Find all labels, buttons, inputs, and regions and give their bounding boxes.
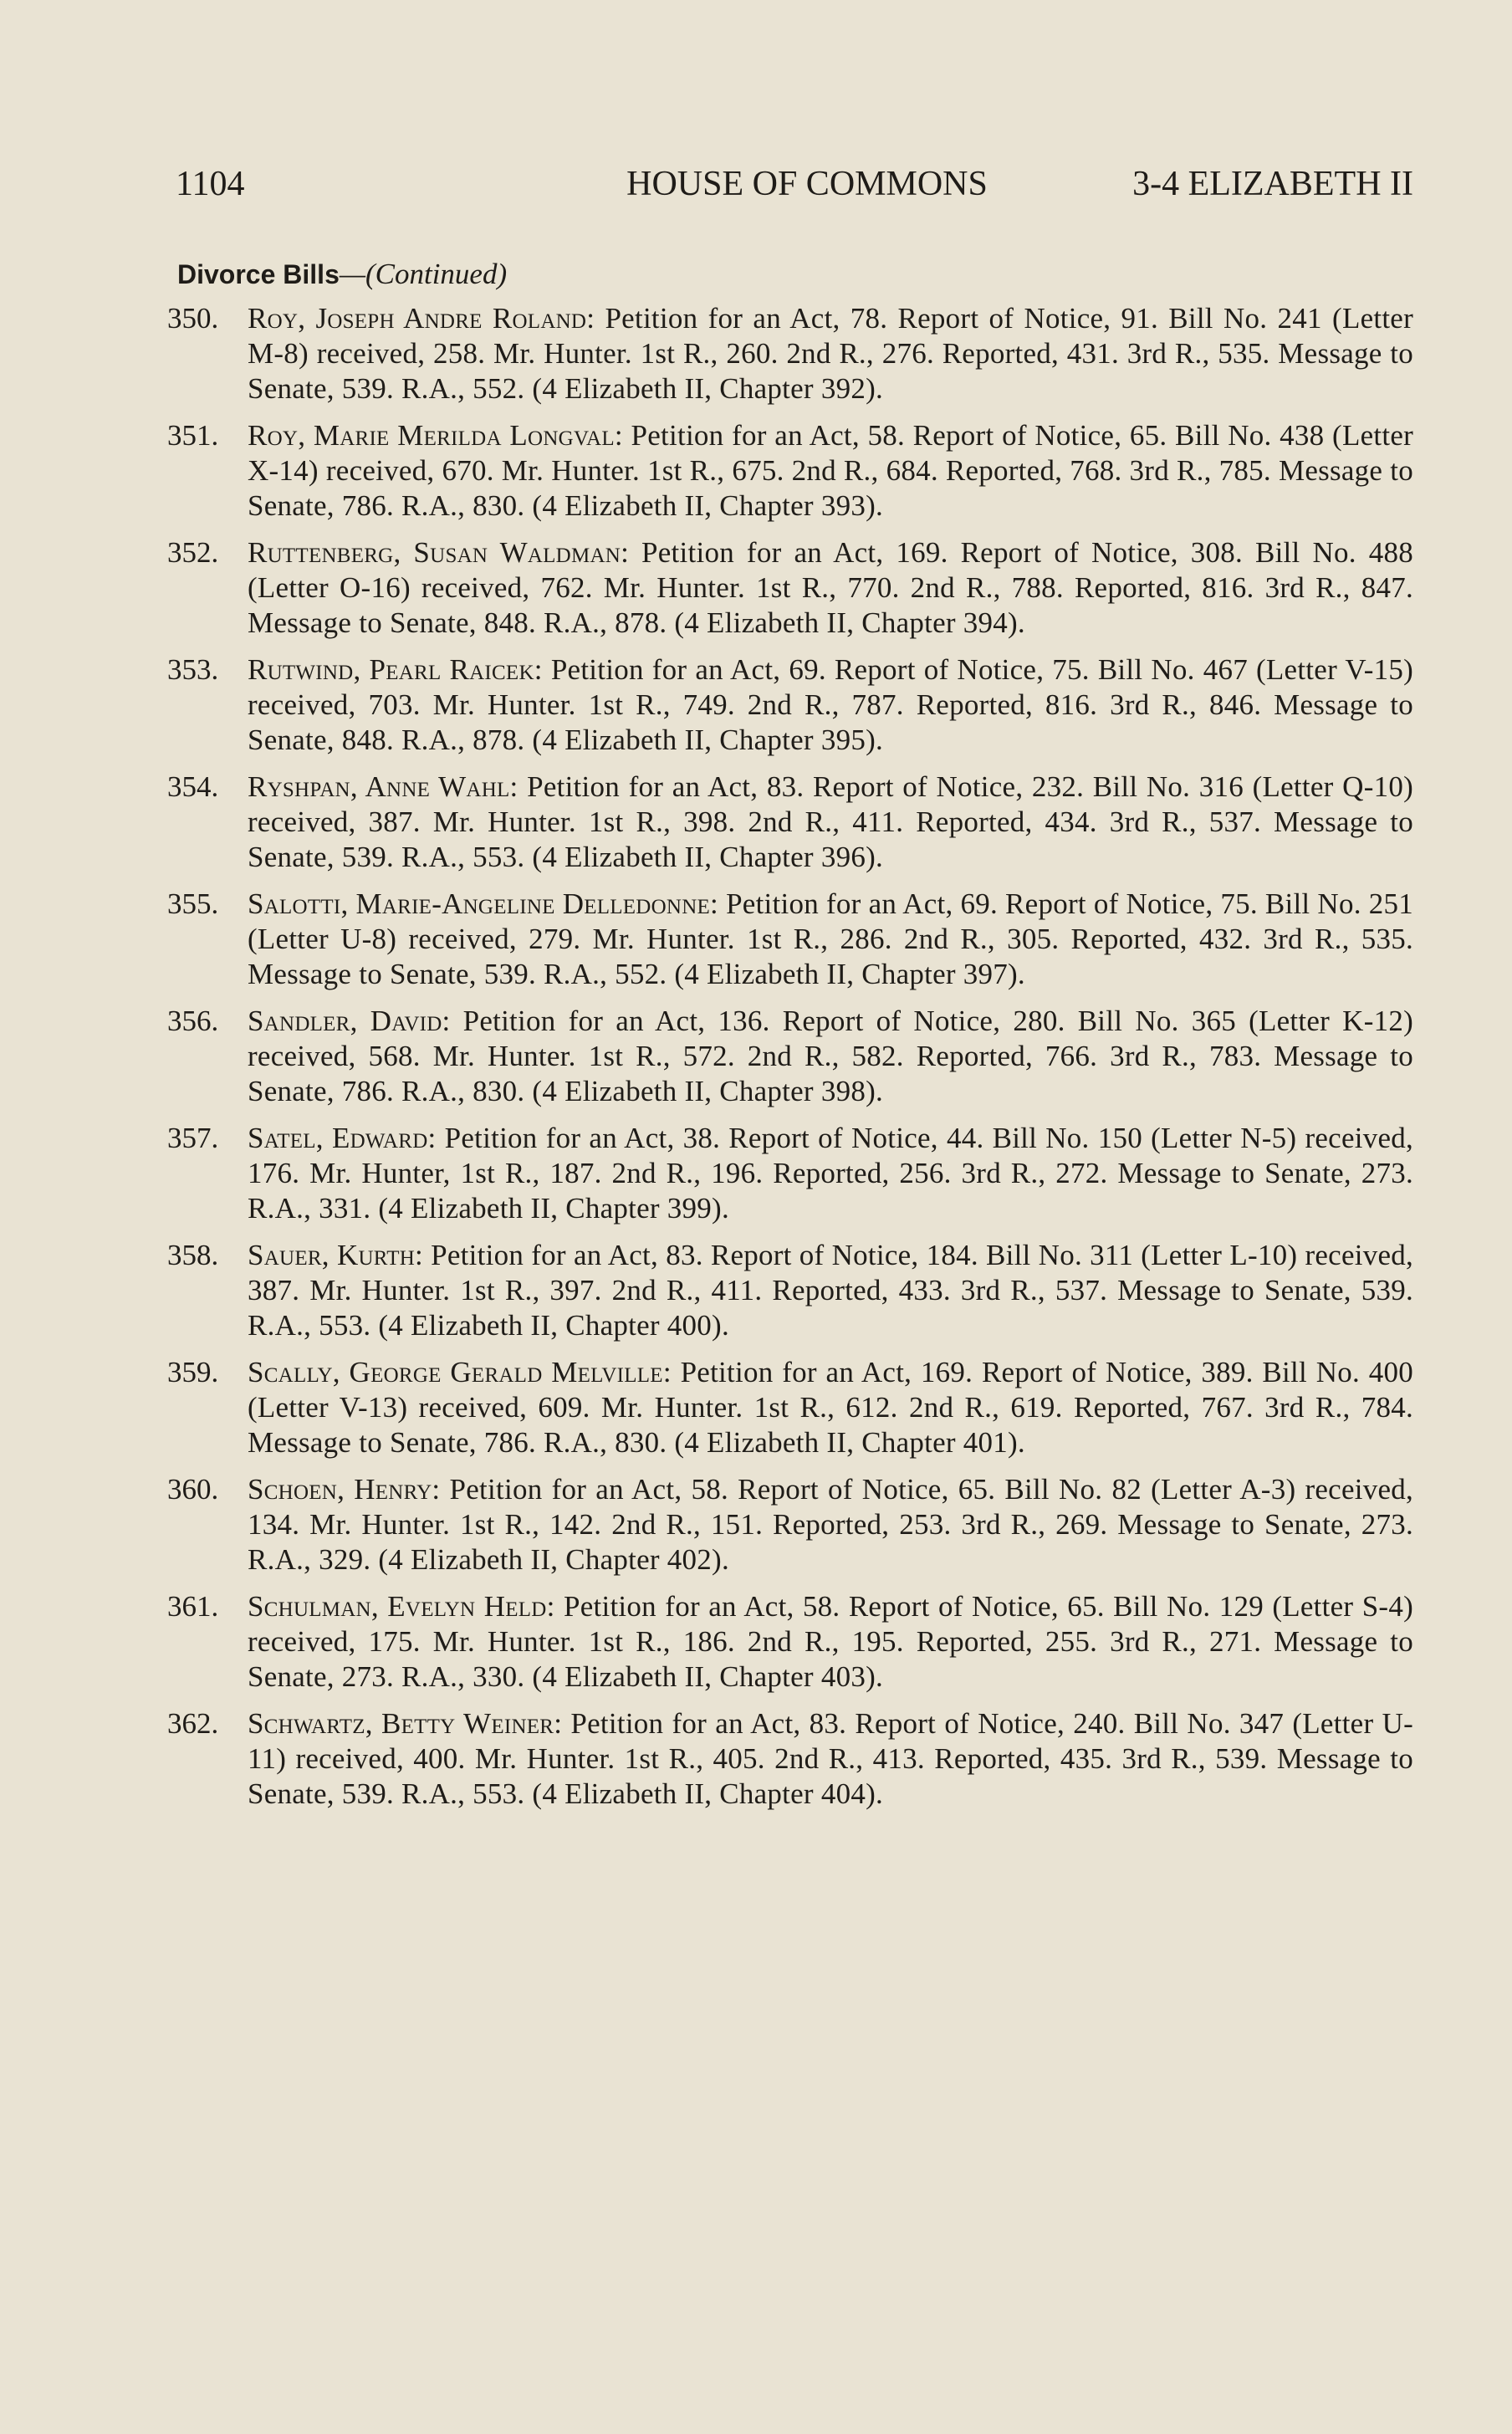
entry-name: Salotti, Marie-Angeline Delledonne: (248, 887, 719, 920)
list-item (167, 418, 1414, 524)
entry-name: Sauer, Kurth: (248, 1239, 423, 1271)
entry-number: 359. (167, 1356, 219, 1388)
entry-details: Petition for an Act, 58. Report of Notice, 65. Bill No. 82 (Letter A-3) received, 134. Mr. Hunter. 1st R., 142. 2nd R., 151. Reported, 253. 3rd R., 269. Message to Senate, 273. R.A., 329. (4 Elizabeth II, Chapter 402). (248, 1473, 1414, 1576)
entry-number: 355. (167, 887, 219, 920)
entry-number: 356. (167, 1005, 219, 1037)
section-continued: —(Continued) (339, 258, 508, 290)
running-header (176, 164, 1413, 211)
entry-number: 362. (167, 1707, 219, 1740)
entry-name: Satel, Edward: (248, 1122, 437, 1154)
entry-text (248, 418, 1413, 524)
entry-details: Petition for an Act, 83. Report of Notice, 184. Bill No. 311 (Letter L-10) received, 387. Mr. Hunter. 1st R., 397. 2nd R., 411. Reported, 433. 3rd R., 537. Message to Senate, 539. R.A., 553. (4 Elizabeth II, Chapter 400). (248, 1239, 1413, 1342)
list-item (167, 1472, 1414, 1577)
entry-number: 358. (167, 1239, 219, 1271)
entry-name: Schoen, Henry: (248, 1473, 441, 1506)
list-item (167, 1706, 1414, 1812)
entry-name: Sandler, David: (248, 1005, 451, 1037)
entry-name: Roy, Joseph Andre Roland: (248, 302, 595, 335)
entry-details: Petition for an Act, 169. Report of Notice, 308. Bill No. 488 (Letter O-16) received, 762. Mr. Hunter. 1st R., 770. 2nd R., 788. Reported, 816. 3rd R., 847. Message to Senate, 848. R.A., 878. (4 Elizabeth II, Chapter 394). (248, 536, 1413, 639)
entry-name: Schwartz, Betty Weiner: (248, 1707, 563, 1740)
entry-name: Rutwind, Pearl Raicek: (248, 653, 543, 686)
list-item (167, 1589, 1413, 1695)
entry-number: 360. (167, 1473, 219, 1506)
entry-details: Petition for an Act, 58. Report of Notice, 65. Bill No. 129 (Letter S-4) received, 175. Mr. Hunter. 1st R., 186. 2nd R., 195. Reported, 255. 3rd R., 271. Message to Senate, 273. R.A., 330. (4 Elizabeth II, Chapter 403). (248, 1590, 1413, 1693)
entry-name: Schulman, Evelyn Held: (248, 1590, 555, 1623)
list-item (167, 1121, 1413, 1226)
entry-number: 352. (167, 536, 219, 569)
entry-text (248, 1589, 1413, 1695)
entry-details: Petition for an Act, 83. Report of Notice, 232. Bill No. 316 (Letter Q-10) received, 387. Mr. Hunter. 1st R., 398. 2nd R., 411. Reported, 434. 3rd R., 537. Message to Senate, 539. R.A., 553. (4 Elizabeth II, Chapter 396). (248, 770, 1414, 873)
entry-text (248, 1238, 1413, 1343)
entry-text (248, 770, 1413, 875)
entry-name: Ruttenberg, Susan Waldman: (248, 536, 630, 569)
entry-details: Petition for an Act, 58. Report of Notice, 65. Bill No. 438 (Letter X-14) received, 670. Mr. Hunter. 1st R., 675. 2nd R., 684. Reported, 768. 3rd R., 785. Message to Senate, 786. R.A., 830. (4 Elizabeth II, Chapter 393). (248, 419, 1414, 522)
entry-text (248, 887, 1413, 992)
section-heading (177, 258, 507, 291)
entry-details: Petition for an Act, 78. Report of Notice, 91. Bill No. 241 (Letter M-8) received, 258. Mr. Hunter. 1st R., 260. 2nd R., 276. Reported, 431. 3rd R., 535. Message to Senate, 539. R.A., 552. (4 Elizabeth II, Chapter 392). (248, 302, 1413, 405)
entry-details: Petition for an Act, 69. Report of Notice, 75. Bill No. 467 (Letter V-15) received, 703. Mr. Hunter. 1st R., 749. 2nd R., 787. Reported, 816. 3rd R., 846. Message to Senate, 848. R.A., 878. (4 Elizabeth II, Chapter 395). (248, 653, 1414, 756)
entry-text (248, 301, 1413, 407)
list-item (167, 1004, 1414, 1109)
list-item (167, 887, 1413, 992)
entry-number: 350. (167, 302, 219, 335)
entry-name: Scally, George Gerald Melville: (248, 1356, 672, 1388)
section-title: Divorce Bills (177, 259, 340, 289)
entry-details: Petition for an Act, 38. Report of Notice, 44. Bill No. 150 (Letter N-5) received, 176. Mr. Hunter, 1st R., 187. 2nd R., 196. Reported, 256. 3rd R., 272. Message to Senate, 273. R.A., 331. (4 Elizabeth II, Chapter 399). (248, 1122, 1413, 1225)
entry-text (248, 1121, 1413, 1226)
entry-number: 351. (167, 419, 219, 452)
entry-text (248, 1004, 1413, 1109)
list-item (167, 652, 1414, 758)
entry-text (248, 1472, 1413, 1577)
entry-name: Ryshpan, Anne Wahl: (248, 770, 518, 803)
entry-name: Roy, Marie Merilda Longval: (248, 419, 623, 452)
entry-number: 354. (167, 770, 219, 803)
entry-text (248, 1706, 1413, 1812)
entry-list (167, 301, 1414, 1823)
entry-details: Petition for an Act, 136. Report of Notice, 280. Bill No. 365 (Letter K-12) received, 568. Mr. Hunter. 1st R., 572. 2nd R., 582. Reported, 766. 3rd R., 783. Message to Senate, 786. R.A., 830. (4 Elizabeth II, Chapter 398). (248, 1005, 1414, 1107)
list-item (167, 535, 1413, 641)
list-item (167, 301, 1413, 407)
list-item (167, 770, 1414, 875)
entry-details: Petition for an Act, 69. Report of Notice, 75. Bill No. 251 (Letter U-8) received, 279. Mr. Hunter. 1st R., 286. 2nd R., 305. Reported, 432. 3rd R., 535. Message to Senate, 539. R.A., 552. (4 Elizabeth II, Chapter 397). (248, 887, 1413, 990)
entry-details: Petition for an Act, 83. Report of Notice, 240. Bill No. 347 (Letter U-11) received, 400. Mr. Hunter. 1st R., 405. 2nd R., 413. Reported, 435. 3rd R., 539. Message to Senate, 539. R.A., 553. (4 Elizabeth II, Chapter 404). (248, 1707, 1414, 1810)
entry-details: Petition for an Act, 169. Report of Notice, 389. Bill No. 400 (Letter V-13) received, 609. Mr. Hunter. 1st R., 612. 2nd R., 619. Reported, 767. 3rd R., 784. Message to Senate, 786. R.A., 830. (4 Elizabeth II, Chapter 401). (248, 1356, 1413, 1459)
entry-number: 357. (167, 1122, 219, 1154)
list-item (167, 1238, 1413, 1343)
entry-number: 353. (167, 653, 219, 686)
entry-number: 361. (167, 1590, 219, 1623)
list-item (167, 1355, 1413, 1460)
entry-text (248, 535, 1413, 641)
entry-text (248, 652, 1413, 758)
running-title: HOUSE OF COMMONS (626, 165, 988, 203)
entry-text (248, 1355, 1413, 1460)
page-number: 1104 (176, 165, 245, 203)
regnal-year: 3-4 ELIZABETH II (1132, 165, 1413, 203)
